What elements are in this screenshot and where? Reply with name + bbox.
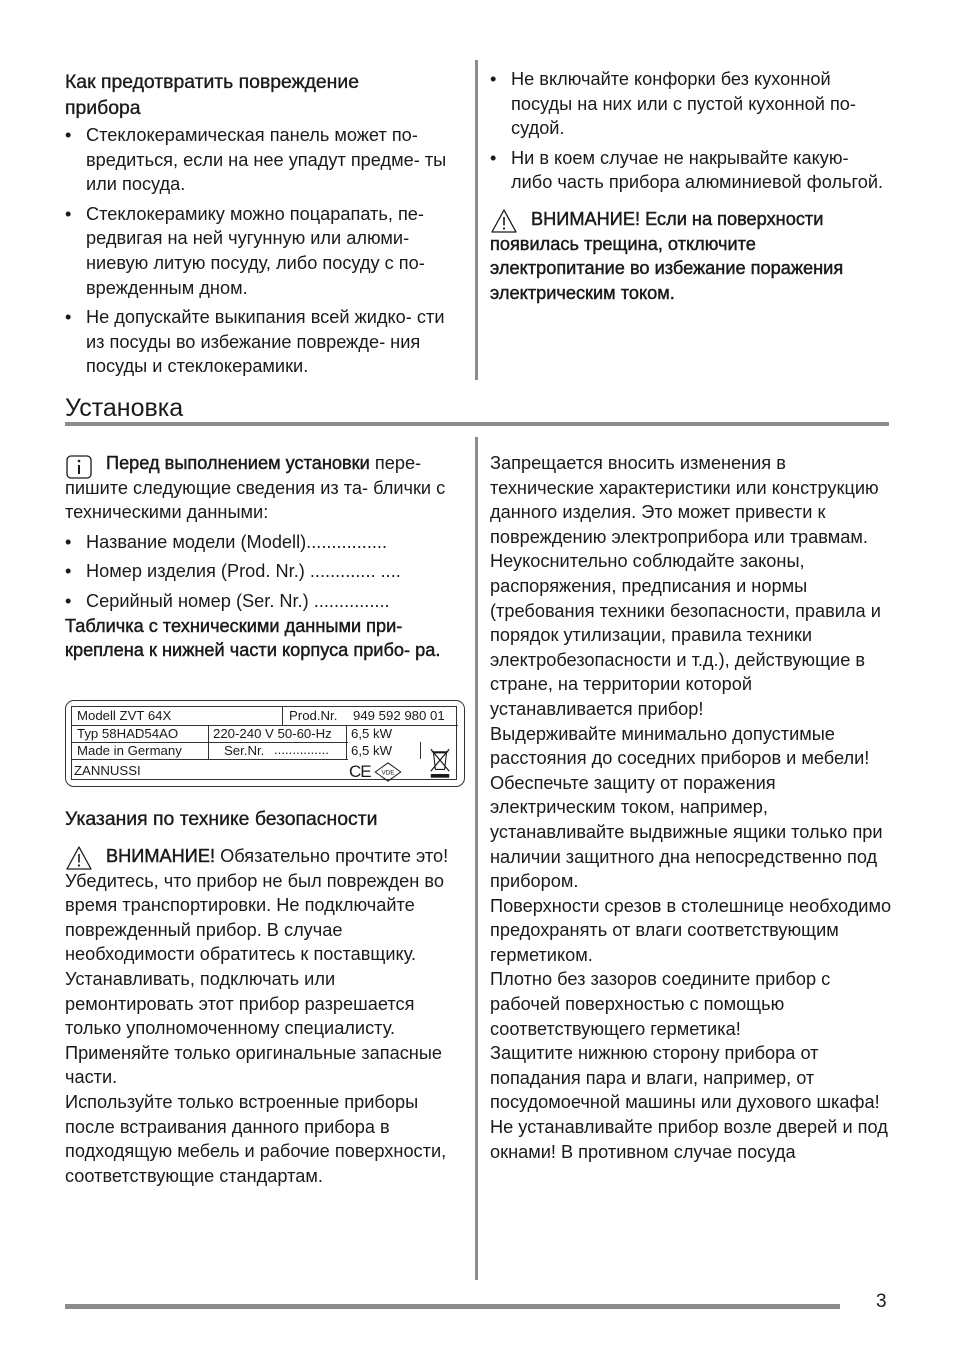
- paragraph: Обеспечьте защиту от поражения электрическим током, например, устанавливайте выдвижные ящики только при наличии защитного дна непосредственно под прибором.: [490, 772, 883, 892]
- section-title-rule: [65, 422, 889, 426]
- warning-label: ВНИМАНИЕ!: [106, 846, 216, 866]
- plate-voltage: 220-240 V 50-60-Hz: [213, 726, 332, 741]
- column-divider-top: [475, 60, 478, 380]
- info-bold: Перед выполнением установки: [106, 453, 370, 473]
- rating-plate: [65, 700, 465, 787]
- paragraph: Запрещается вносить изменения в технические характеристики или конструкцию данного изделия. Это может привести к повреждению электроприбора или травмам.: [490, 453, 879, 547]
- plate-location-note: Табличка с техническими данными при- креплена к нижней части корпуса прибо- ра.: [65, 615, 441, 661]
- info-text: пере- пишите следующие сведения из та- блички с техническими данными:: [65, 453, 446, 523]
- vde-mark-icon: [373, 762, 403, 782]
- plate-ser-dots: ...............: [274, 742, 329, 757]
- paragraph: Поверхности срезов в столешнице необходимо предохранять от влаги соответствующим герметиком.: [490, 895, 892, 965]
- plate-model: Modell ZVT 64X: [77, 708, 172, 723]
- list-item: • Серийный номер (Ser. Nr.) ...............: [65, 589, 467, 614]
- top-right-column: [490, 67, 890, 305]
- top-left-column: [65, 69, 465, 384]
- column-divider-bottom: [475, 437, 478, 1280]
- cooktop-list: [490, 67, 890, 195]
- damage-list: [65, 123, 465, 379]
- section-title: Установка: [65, 394, 184, 422]
- safety-paragraphs: [65, 869, 467, 1189]
- plate-typ: Typ 58HAD54AO: [77, 726, 179, 741]
- crack-warning: [490, 207, 890, 305]
- list-item: • Номер изделия (Prod. Nr.) ............. ....: [65, 559, 467, 584]
- paragraph: Неукоснительно соблюдайте законы, распоряжения, предписания и нормы (требования техники безопасности, правила и порядок утилизации, правила техники электробезопасности и т.д.), действующие в стране, на территории которой устанавливается прибор!: [490, 551, 881, 719]
- list-item: • Ни в коем случае не накрывайте какую- либо часть прибора алюминиевой фольгой.: [490, 146, 890, 195]
- list-item: • Не включайте конфорки без кухонной посуды на них или с пустой кухонной по- судой.: [490, 67, 890, 141]
- paragraph: Используйте только встроенные приборы после встраивания данного прибора в подходящую мебель и рабочие поверхности, соответствующие стандартам.: [65, 1091, 447, 1186]
- damage-prevention-heading: Как предотвратить повреждение прибора: [65, 71, 360, 119]
- warning-text: Если на поверхности появилась трещина, отключите электропитание во избежание поражения электрическим током.: [490, 208, 844, 303]
- list-item: • Не допускайте выкипания всей жидко- сти из посуды во избежание поврежде- ния посуды и стеклокерамики.: [65, 305, 465, 379]
- safety-heading: Указания по технике безопасности: [65, 808, 378, 830]
- plate-col-line: [282, 707, 283, 725]
- rating-plate-inner: [71, 706, 457, 780]
- warning-text: Обязательно прочтите это!: [220, 846, 449, 866]
- warning-triangle-icon: [65, 845, 93, 871]
- plate-ser-label: Ser.Nr.: [224, 743, 265, 758]
- safety-warning: [65, 844, 467, 869]
- plate-col-line: [208, 725, 209, 759]
- plate-power-2: 6,5 kW: [351, 743, 393, 758]
- warning-label: ВНИМАНИЕ!: [531, 208, 641, 229]
- plate-col-line: [420, 742, 421, 759]
- list-item: • Название модели (Modell)................: [65, 530, 467, 555]
- page-number: 3: [876, 1291, 887, 1312]
- install-left-column: [65, 451, 467, 663]
- safety-section: [65, 806, 467, 1188]
- record-list: [65, 530, 467, 614]
- plate-power-1: 6,5 kW: [351, 726, 393, 741]
- footer-rule: [65, 1304, 840, 1309]
- paragraph: Выдерживайте минимально допустимые расстояния до соседних приборов и мебели!: [490, 723, 870, 769]
- paragraph: Устанавливать, подключать или ремонтировать этот прибор разрешается только уполномоченному специалисту. Применяйте только оригинальные запасные части.: [65, 968, 443, 1088]
- plate-made-in: Made in Germany: [77, 743, 182, 758]
- plate-prod-label: Prod.Nr.: [289, 708, 338, 723]
- info-icon: [65, 454, 93, 480]
- plate-prod-value: 949 592 980 01: [353, 708, 445, 723]
- paragraph: Плотно без зазоров соедините прибор с рабочей поверхностью с помощью соответствующего герметика!: [490, 969, 831, 1039]
- info-note: [65, 451, 467, 525]
- paragraph: Защитите нижнюю сторону прибора от попадания пара и влаги, например, от посудомоечной машины или духового шкафа!: [490, 1043, 880, 1113]
- plate-brand: ZANNUSSI: [74, 763, 141, 778]
- list-item: • Стеклокерамику можно поцарапать, пе- редвигая на ней чугунную или алюми- ниевую литую посуду, либо посуду с по- врежденным дном.: [65, 202, 465, 300]
- ce-mark-icon: CE: [349, 762, 371, 781]
- warning-triangle-icon: [490, 208, 518, 234]
- weee-bin-icon: [428, 745, 452, 779]
- plate-row-line: [72, 759, 348, 760]
- paragraph: Не устанавливайте прибор возле дверей и под окнами! В противном случае посуда: [490, 1117, 888, 1162]
- install-right-column: [490, 451, 892, 1164]
- vde-mark-text: VDE: [381, 769, 395, 777]
- list-item: • Стеклокерамическая панель может по- вредиться, если на нее упадут предме- ты или посуда.: [65, 123, 465, 197]
- plate-col-line: [346, 725, 347, 759]
- paragraph: Убедитесь, что прибор не был поврежден во время транспортировки. Не подключайте поврежденный прибор. В случае необходимости обратитесь к поставщику.: [65, 870, 444, 965]
